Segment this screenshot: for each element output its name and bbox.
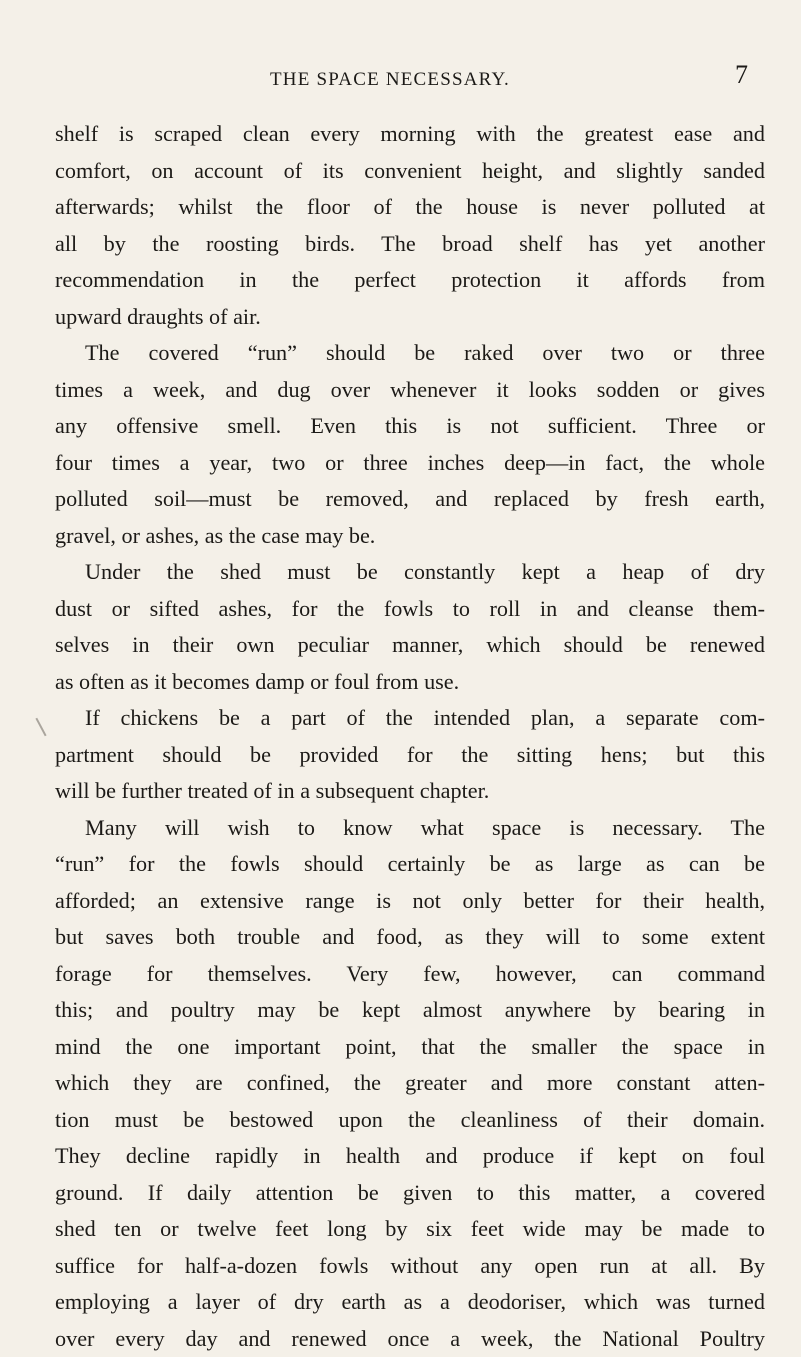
text-line: They decline rapidly in health and produce if kept on foul xyxy=(55,1138,765,1175)
text-line: selves in their own peculiar manner, which should be renewed xyxy=(55,627,765,664)
body-text xyxy=(55,116,765,1357)
text-line: “run” for the fowls should certainly be as large as can be xyxy=(55,846,765,883)
text-line: recommendation in the perfect protection it affords from xyxy=(55,262,765,299)
text-line: afterwards; whilst the floor of the house is never polluted at xyxy=(55,189,765,226)
paragraph-start-line: The covered “run” should be raked over two or three xyxy=(55,335,765,372)
text-line: mind the one important point, that the smaller the space in xyxy=(55,1029,765,1066)
text-line: but saves both trouble and food, as they will to some extent xyxy=(55,919,765,956)
text-line: shed ten or twelve feet long by six feet wide may be made to xyxy=(55,1211,765,1248)
text-line: gravel, or ashes, as the case may be. xyxy=(55,518,765,555)
text-line: comfort, on account of its convenient height, and slightly sanded xyxy=(55,153,765,190)
text-line: forage for themselves. Very few, however, can command xyxy=(55,956,765,993)
text-line: polluted soil—must be removed, and replaced by fresh earth, xyxy=(55,481,765,518)
text-line: shelf is scraped clean every morning with the greatest ease and xyxy=(55,116,765,153)
paragraph-start-line: Many will wish to know what space is necessary. The xyxy=(55,810,765,847)
text-line: upward draughts of air. xyxy=(55,299,765,336)
running-title: THE SPACE NECESSARY. xyxy=(270,66,510,94)
text-line: this; and poultry may be kept almost anywhere by bearing in xyxy=(55,992,765,1029)
paragraph-start-line: If chickens be a part of the intended plan, a separate com- xyxy=(55,700,765,737)
text-line: over every day and renewed once a week, the National Poultry xyxy=(55,1321,765,1357)
text-line: will be further treated of in a subsequent chapter. xyxy=(55,773,765,810)
text-line: times a week, and dug over whenever it looks sodden or gives xyxy=(55,372,765,409)
text-line: afforded; an extensive range is not only better for their health, xyxy=(55,883,765,920)
text-line: all by the roosting birds. The broad shelf has yet another xyxy=(55,226,765,263)
margin-mark xyxy=(35,718,46,737)
text-line: dust or sifted ashes, for the fowls to roll in and cleanse them- xyxy=(55,591,765,628)
text-line: suffice for half-a-dozen fowls without any open run at all. By xyxy=(55,1248,765,1285)
running-head xyxy=(0,66,801,94)
paragraph-start-line: Under the shed must be constantly kept a heap of dry xyxy=(55,554,765,591)
text-line: tion must be bestowed upon the cleanliness of their domain. xyxy=(55,1102,765,1139)
text-line: four times a year, two or three inches deep—in fact, the whole xyxy=(55,445,765,482)
text-line: as often as it becomes damp or foul from use. xyxy=(55,664,765,701)
text-line: partment should be provided for the sitting hens; but this xyxy=(55,737,765,774)
page-number: 7 xyxy=(735,60,748,90)
text-line: ground. If daily attention be given to this matter, a covered xyxy=(55,1175,765,1212)
text-line: which they are confined, the greater and more constant atten- xyxy=(55,1065,765,1102)
text-line: any offensive smell. Even this is not sufficient. Three or xyxy=(55,408,765,445)
text-line: employing a layer of dry earth as a deodoriser, which was turned xyxy=(55,1284,765,1321)
